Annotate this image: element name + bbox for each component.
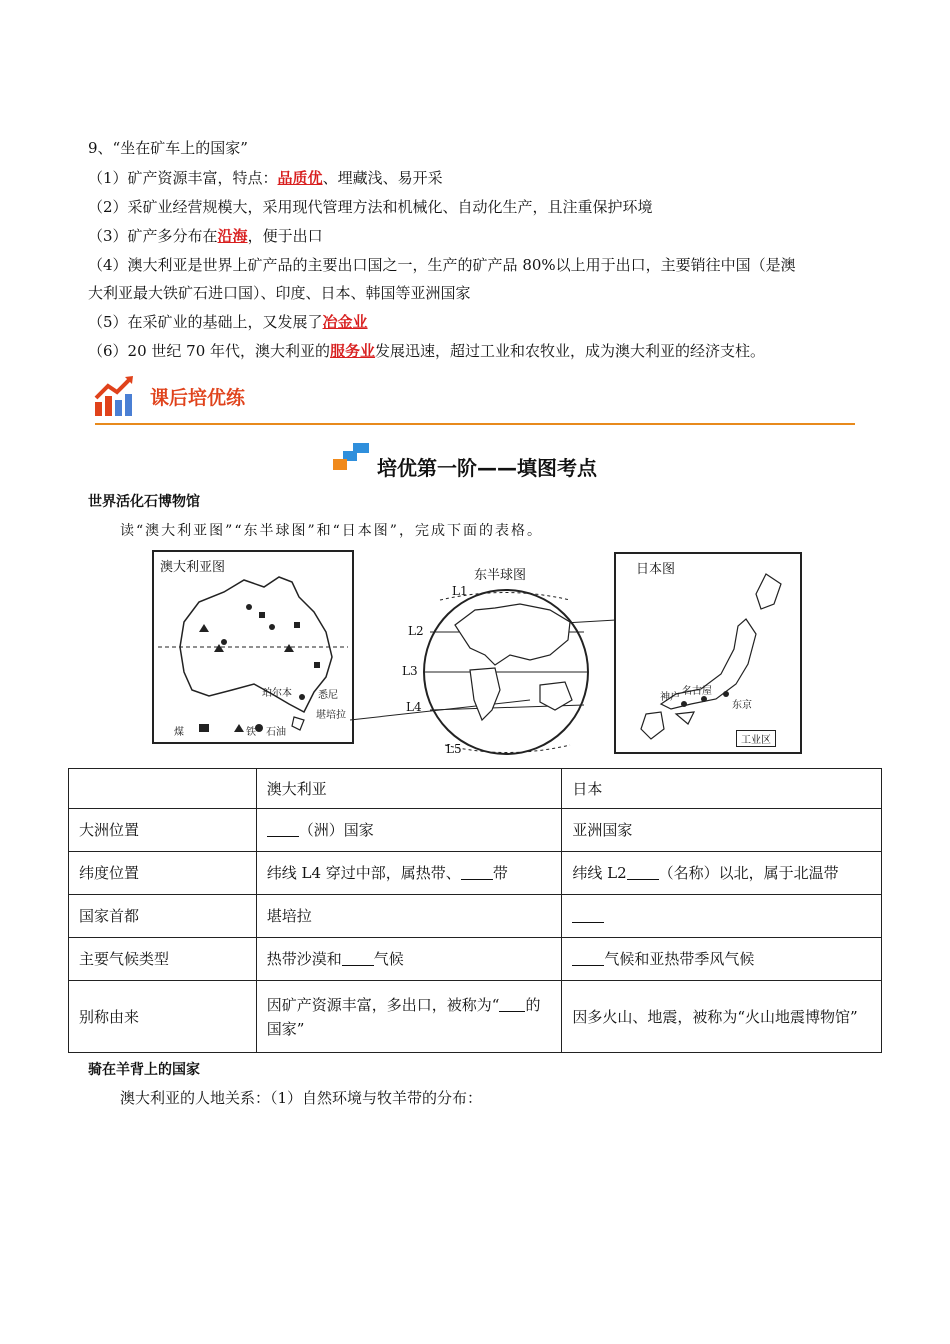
comparison-table	[68, 768, 882, 1053]
notes-item-3: （3）矿产多分布在沿海，便于出口	[88, 227, 323, 245]
row-label-climate: 主要气候类型	[69, 938, 257, 981]
cell-au-nickname: 因矿产资源丰富，多出口，被称为“ 的国家”	[256, 981, 562, 1053]
answer-blank[interactable]	[499, 997, 525, 1012]
answer-blank[interactable]	[627, 865, 659, 880]
city-label-sydney: 悉尼	[318, 690, 338, 701]
cell-jp-continent: 亚洲国家	[562, 809, 882, 852]
legend-iron: 铁	[246, 727, 256, 738]
row-label-nickname: 别称由来	[69, 981, 257, 1053]
notes-item-4-line2: 大利亚最大铁矿石进口国）、印度、日本、韩国等亚洲国家	[88, 284, 471, 302]
table-row	[69, 809, 882, 852]
highlight-quality: 品质优	[277, 169, 323, 187]
banner-title: 课后培优练	[150, 387, 246, 409]
cell-jp-climate: 气候和亚热带季风气候	[562, 938, 882, 981]
answer-blank[interactable]	[572, 951, 604, 966]
notes-item-6: （6）20 世纪 70 年代，澳大利亚的服务业发展迅速，超过工业和农牧业，成为澳大利亚的经济支柱。	[88, 342, 766, 360]
table-header-japan: 日本	[562, 769, 882, 809]
subsection-intro-2: 澳大利亚的人地关系：（1）自然环境与牧羊带的分布：	[120, 1089, 483, 1107]
banner-divider	[95, 423, 855, 425]
notes-item-2: （2）采矿业经营规模大，采用现代管理方法和机械化、自动化生产，且注重保护环境	[88, 198, 653, 216]
table-row	[69, 852, 882, 895]
cell-jp-nickname: 因多火山、地震，被称为“火山地震博物馆”	[562, 981, 882, 1053]
legend-industrial-zone: 工业区	[736, 730, 776, 747]
subsection-heading-sheep-country: 骑在羊背上的国家	[88, 1062, 200, 1078]
latitude-label-l4: L4	[406, 700, 422, 714]
section-title: 培优第一阶——填图考点	[377, 456, 597, 480]
answer-blank[interactable]	[461, 865, 493, 880]
blocks-icon	[333, 441, 373, 471]
australia-map-title: 澳大利亚图	[160, 560, 226, 575]
latitude-label-l5: L5	[446, 742, 462, 756]
australia-map	[152, 550, 354, 744]
notes-item-1: （1）矿产资源丰富，特点：品质优、埋藏浅、易开采	[88, 169, 443, 187]
japan-map-title: 日本图	[636, 562, 676, 577]
growth-chart-icon	[93, 374, 139, 420]
row-label-capital: 国家首都	[69, 895, 257, 938]
globe-drawing	[400, 560, 600, 760]
latitude-label-l3: L3	[402, 664, 418, 678]
highlight-metallurgy: 冶金业	[322, 313, 368, 331]
subsection-intro: 读“澳大利亚图”“东半球图”和“日本图”，完成下面的表格。	[120, 523, 543, 539]
cell-jp-latitude: 纬线 L2 （名称）以北，属于北温带	[562, 852, 882, 895]
answer-blank[interactable]	[342, 951, 374, 966]
table-row	[69, 981, 882, 1053]
eastern-hemisphere-map	[400, 560, 600, 760]
table-row	[69, 938, 882, 981]
notes-item-5: （5）在采矿业的基础上，又发展了冶金业	[88, 313, 368, 331]
subsection-heading-fossil-museum: 世界活化石博物馆	[88, 494, 200, 510]
legend-oil: 石油	[266, 727, 286, 738]
latitude-label-l2: L2	[408, 624, 424, 638]
japan-map	[614, 552, 802, 754]
cell-au-capital: 堪培拉	[256, 895, 562, 938]
cell-au-climate: 热带沙漠和 气候	[256, 938, 562, 981]
city-label-tokyo: 东京	[732, 700, 752, 711]
table-row	[69, 895, 882, 938]
highlight-coast: 沿海	[217, 227, 248, 245]
cell-au-continent: （洲）国家	[256, 809, 562, 852]
row-label-latitude: 纬度位置	[69, 852, 257, 895]
answer-blank[interactable]	[572, 908, 604, 923]
hemisphere-title: 东半球图	[474, 568, 527, 583]
highlight-service: 服务业	[330, 342, 376, 360]
legend-coal: 煤	[174, 727, 184, 738]
city-label-nagoya: 名古屋	[682, 686, 712, 697]
notes-item-4-line1: （4）澳大利亚是世界上矿产品的主要出口国之一，生产的矿产品 80%以上用于出口，主要销往中国（是澳	[88, 256, 796, 274]
cell-au-latitude: 纬线 L4 穿过中部，属热带、 带	[256, 852, 562, 895]
table-header-row	[69, 769, 882, 809]
japan-outline	[616, 554, 800, 752]
answer-blank[interactable]	[267, 822, 299, 837]
cell-jp-capital	[562, 895, 882, 938]
latitude-label-l1: L1	[452, 584, 468, 598]
city-label-kobe: 神户	[660, 692, 680, 703]
row-label-continent: 大洲位置	[69, 809, 257, 852]
city-label-canberra: 堪培拉	[316, 710, 346, 721]
city-label-perth: 珀尔本	[262, 688, 292, 699]
table-header-empty	[69, 769, 257, 809]
notes-heading: 9、“坐在矿车上的国家”	[88, 139, 248, 157]
table-header-australia: 澳大利亚	[256, 769, 562, 809]
